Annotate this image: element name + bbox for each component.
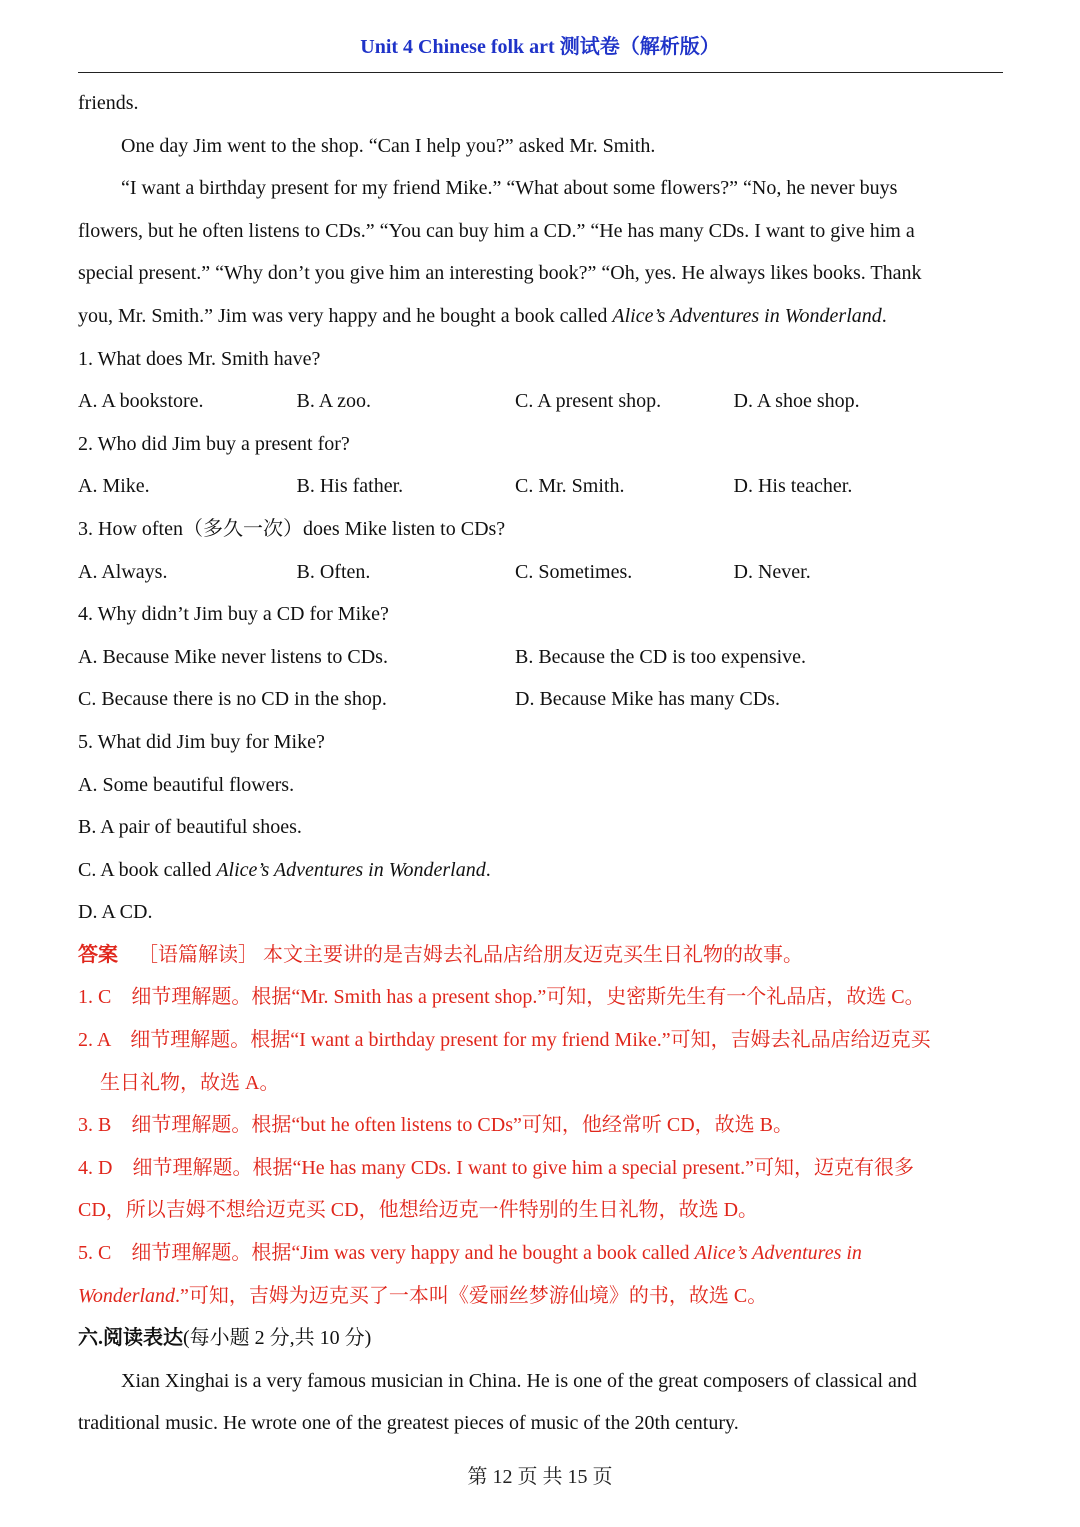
option-b: B. His father. [296,475,404,498]
answer-1: 1. C 细节理解题。根据“Mr. Smith has a present shop.”可知，史密斯先生有一个礼品店，故选 C。 [78,986,925,1009]
answer-5 [78,1232,1003,1275]
answer-4: 4. D 细节理解题。根据“He has many CDs. I want to give him a special present.”可知，迈克有很多 [78,1156,914,1179]
answer-5-cont [78,1275,1003,1318]
answer-2-cont: 生日礼物，故选 A。 [100,1071,280,1094]
answer-intro [78,934,1003,977]
option-b: B. Because the CD is too expensive. [515,645,807,668]
passage-text: you, Mr. Smith.” Jim was very happy and he bought a book called [78,304,613,327]
options-row [78,636,1003,679]
passage-text: . [881,304,887,327]
option-a: A. A bookstore. [78,390,204,413]
book-title: Alice’s Adventures in Wonderland [216,858,486,881]
option-a: A. Some beautiful flowers. [78,773,295,796]
page-number: 第 12 页 共 15 页 [467,1466,613,1488]
options-row [78,678,1003,721]
book-title: Alice’s Adventures in [694,1242,862,1265]
passage-line: Xian Xinghai is a very famous musician in China. He is one of the great composers of classical and [121,1369,917,1392]
page-content [78,82,1003,1445]
option-text: . [485,858,491,881]
option-d: D. A shoe shop. [733,390,860,413]
question-stem: 4. Why didn’t Jim buy a CD for Mike? [78,603,389,626]
answer-label: 答案 [78,943,118,966]
book-title: Alice’s Adventures in Wonderland [612,304,882,327]
answer-text: 5. C 细节理解题。根据“Jim was very happy and he bought a book called [78,1242,695,1265]
passage-line: “I want a birthday present for my friend Mike.” “What about some flowers?” “No, he never buys [121,177,898,200]
option-c [78,849,1003,892]
question-stem: 2. Who did Jim buy a present for? [78,432,350,455]
option-b: B. A pair of beautiful shoes. [78,816,302,839]
option-a: A. Mike. [78,475,150,498]
answer-text: .”可知，吉姆为迈克买了一本叫《爱丽丝梦游仙境》的书，故选 C。 [175,1284,768,1307]
header-divider [78,72,1003,73]
option-d: D. His teacher. [733,475,853,498]
question-stem: 3. How often（多久一次）does Mike listen to CDs? [78,517,506,540]
option-text: C. A book called [78,858,217,881]
option-d: D. Never. [733,560,811,583]
passage-line: One day Jim went to the shop. “Can I help you?” asked Mr. Smith. [121,134,656,157]
passage-line: special present.” “Why don’t you give him an interesting book?” “Oh, yes. He always likes books. Thank [78,262,922,285]
option-c: C. Because there is no CD in the shop. [78,688,387,711]
passage-line: friends. [78,92,139,114]
passage-line: flowers, but he often listens to CDs.” “You can buy him a CD.” “He has many CDs. I want to give him a [78,219,915,242]
section-title-bold: 六.阅读表达 [78,1327,183,1350]
option-b: B. A zoo. [296,390,371,413]
question-stem: 1. What does Mr. Smith have? [78,347,321,370]
answer-2: 2. A 细节理解题。根据“I want a birthday present for my friend Mike.”可知，吉姆去礼品店给迈克买 [78,1029,931,1052]
answer-intro-text: ［语篇解读］ 本文主要讲的是吉姆去礼品店给朋友迈克买生日礼物的故事。 [138,943,803,966]
options-row [78,465,1003,508]
passage-line [78,295,1003,338]
option-a: A. Always. [78,560,168,583]
passage-line: traditional music. He wrote one of the greatest pieces of music of the 20th century. [78,1412,739,1435]
options-row [78,551,1003,594]
question-stem: 5. What did Jim buy for Mike? [78,730,325,753]
options-row [78,380,1003,423]
option-c: C. Sometimes. [515,560,633,583]
option-c: C. A present shop. [515,390,662,413]
option-d: D. A CD. [78,901,153,924]
option-d: D. Because Mike has many CDs. [515,688,780,711]
page-header-title: Unit 4 Chinese folk art 测试卷（解析版） [360,36,720,58]
answer-3: 3. B 细节理解题。根据“but he often listens to CDs”可知，他经常听 CD，故选 B。 [78,1114,793,1137]
option-a: A. Because Mike never listens to CDs. [78,645,388,668]
section-title [78,1317,1003,1360]
option-c: C. Mr. Smith. [515,475,625,498]
option-b: B. Often. [296,560,371,583]
book-title: Wonderland [78,1284,176,1307]
answer-4-cont: CD，所以吉姆不想给迈克买 CD，他想给迈克一件特别的生日礼物，故选 D。 [78,1199,759,1222]
section-title-score: (每小题 2 分,共 10 分) [183,1327,372,1350]
